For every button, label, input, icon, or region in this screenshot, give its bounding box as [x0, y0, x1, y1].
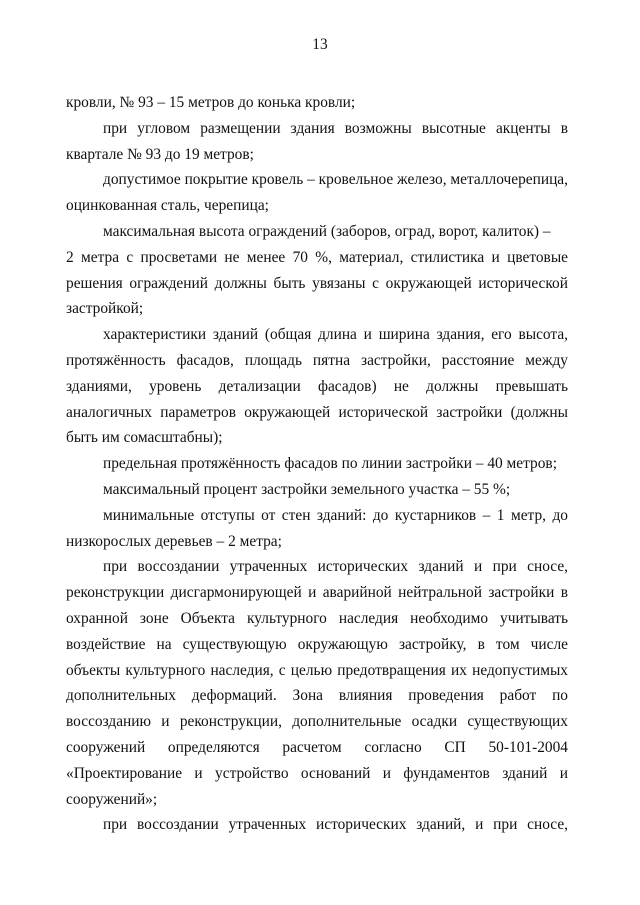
paragraph-9: минимальные отступы от стен зданий: до кустарников – 1 метр, до низкорослых деревьев – 2 метра; [66, 506, 568, 550]
page-number: 13 [312, 36, 328, 53]
paragraph-6: характеристики зданий (общая длина и ширина здания, его высота, протяжённость фасадов, площадь пятна застройки, расстояние между зданиями, уровень детализации фасадов) не должны превышать аналогичных параметров окружающей исторической застройки (должны быть им сомасштабны); [66, 326, 568, 447]
paragraph-3: допустимое покрытие кровель – кровельное железо, металлочерепица, оцинкованная сталь, черепица; [66, 171, 568, 215]
paragraph-5: 2 метра с просветами не менее 70 %, материал, стилистика и цветовые решения ограждений должны быть увязаны с окружающей исторической застройкой; [66, 248, 568, 318]
paragraph-2: при угловом размещении здания возможны высотные акценты в квартале № 93 до 19 метров; [66, 119, 568, 163]
paragraph-10: при воссоздании утраченных исторических зданий и при сносе, реконструкции дисгармонирующей и аварийной нейтральной застройки в охранной зоне Объекта культурного наследия необходимо учитывать воздействие на существующую окружающую застройку, в том числе объекты культурного наследия, с целью предотвращения их недопустимых дополнительных деформаций. Зона влияния проведения работ по воссозданию и реконструкции, дополнительные осадки существующих сооружений определяются расчетом согласно СП 50-101-2004 «Проектирование и устройство оснований и фундаментов зданий и сооружений»; [66, 558, 568, 808]
paragraph-1: кровли, № 93 – 15 метров до конька кровли; [66, 94, 356, 111]
paragraph-4: максимальная высота ограждений (заборов, оград, ворот, калиток) – [103, 222, 551, 240]
paragraph-8: максимальный процент застройки земельного участка – 55 %; [103, 480, 511, 498]
paragraph-7: предельная протяжённость фасадов по линии застройки – 40 метров; [103, 455, 557, 473]
document-body [66, 90, 568, 838]
paragraph-11: при воссоздании утраченных исторических зданий, и при сносе, [103, 816, 568, 834]
